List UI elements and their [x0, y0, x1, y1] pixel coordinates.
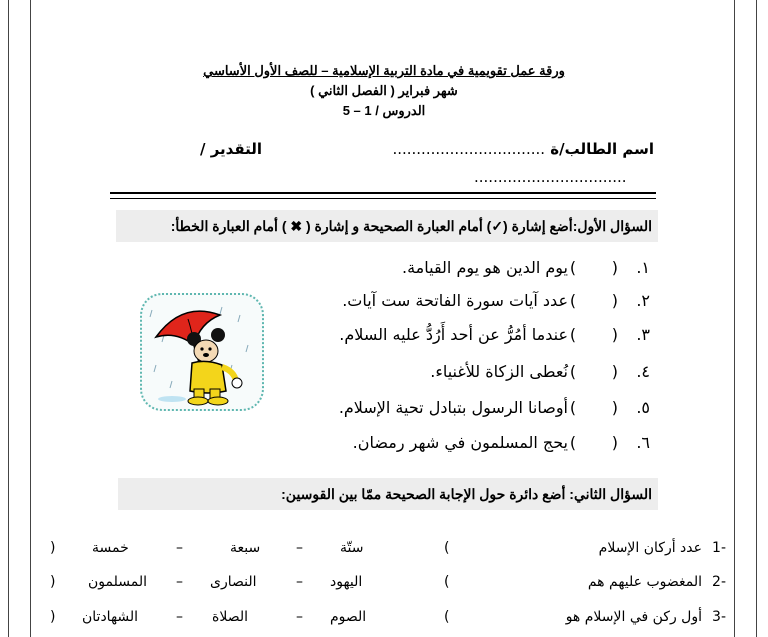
q2-item-number: 2-	[712, 574, 726, 590]
q2-close-paren: )	[50, 574, 56, 590]
q1-item-3	[339, 325, 650, 344]
q1-title: السؤال الأول:أضع إشارة (✓) أمام العبارة الصحيحة و إشارة ( ✖ ) أمام العبارة الخطأ:	[116, 210, 658, 242]
q2-option[interactable]: الصلاة	[212, 609, 248, 625]
q1-item-6	[353, 433, 650, 452]
worksheet-lessons: الدروس / 1 – 5	[342, 103, 426, 118]
student-name-dots[interactable]: ................................	[392, 140, 546, 158]
q2-option[interactable]: النصارى	[210, 574, 257, 590]
student-name-row	[392, 140, 654, 158]
q1-answer-box[interactable]: ( )	[569, 291, 618, 310]
q2-dash: –	[176, 609, 183, 625]
worksheet-month: شهر فبراير ( الفصل الثاني )	[310, 83, 458, 98]
q2-item-stem: عدد أركان الإسلام	[598, 540, 702, 556]
student-name-label: اسم الطالب/ة	[550, 140, 654, 158]
q1-item-1	[402, 258, 650, 277]
q2-dash: –	[296, 609, 303, 625]
q2-open-paren: (	[444, 540, 450, 556]
q2-title: السؤال الثاني: أضع دائرة حول الإجابة الصحيحة ممّا بين القوسين:	[118, 478, 658, 510]
cartoon-picture	[140, 293, 264, 411]
q1-item-2	[342, 291, 650, 310]
q1-item-number: ١.	[636, 258, 650, 277]
q2-open-paren: (	[444, 609, 450, 625]
q1-item-text: أوصانا الرسول بتبادل تحية الإسلام.	[338, 398, 568, 417]
q2-option[interactable]: المسلمون	[88, 574, 147, 590]
q2-dash: –	[296, 574, 303, 590]
q1-item-4	[430, 362, 650, 381]
q1-answer-box[interactable]: ( )	[569, 398, 618, 417]
q2-item-stem: المغضوب عليهم هم	[587, 574, 702, 590]
q2-option[interactable]: اليهود	[330, 574, 363, 590]
q1-item-text: عدد آيات سورة الفاتحة ست آيات.	[342, 291, 568, 310]
q2-option[interactable]: ستّة	[340, 540, 364, 556]
q1-item-number: ٤.	[636, 362, 650, 381]
mickey-umbrella-icon	[142, 295, 262, 409]
q2-dash: –	[176, 540, 183, 556]
q1-answer-box[interactable]: ( )	[569, 433, 618, 452]
q1-item-number: ٥.	[636, 398, 650, 417]
q1-item-text: نُعطى الزكاة للأغنياء.	[430, 362, 568, 381]
q2-close-paren: )	[50, 609, 56, 625]
q2-open-paren: (	[444, 574, 450, 590]
q1-item-text: يوم الدين هو يوم القيامة.	[402, 258, 568, 277]
q1-item-text: عندما أمُرُّ عن أحد أَرُدُّ عليه السلام.	[339, 325, 568, 344]
worksheet-title: ورقة عمل تقويمية في مادة التربية الإسلامية – للصف الأول الأساسي	[203, 63, 565, 78]
q1-item-text: يحج المسلمون في شهر رمضان.	[352, 433, 568, 452]
q2-option[interactable]: خمسة	[92, 540, 129, 556]
q2-dash: –	[176, 574, 183, 590]
q1-answer-box[interactable]: ( )	[569, 325, 618, 344]
q1-answer-box[interactable]: ( )	[569, 362, 618, 381]
q1-item-number: ٦.	[636, 433, 650, 452]
q1-item-5	[339, 398, 650, 417]
q1-item-number: ٣.	[636, 325, 650, 344]
second-line-dots[interactable]: ................................	[474, 168, 627, 186]
grade-label: التقدير /	[200, 140, 263, 158]
q2-option[interactable]: الشهادتان	[82, 609, 139, 625]
q2-dash: –	[296, 540, 303, 556]
q2-option[interactable]: سبعة	[230, 540, 261, 556]
q2-option[interactable]: الصوم	[330, 609, 367, 625]
q2-item-stem: أول ركن في الإسلام هو	[565, 609, 702, 625]
q1-item-number: ٢.	[636, 291, 650, 310]
q2-close-paren: )	[50, 540, 56, 556]
section-separator	[110, 192, 656, 199]
q2-item-number: 3-	[712, 609, 726, 625]
q2-item-number: 1-	[712, 540, 726, 556]
q1-answer-box[interactable]: ( )	[569, 258, 618, 277]
